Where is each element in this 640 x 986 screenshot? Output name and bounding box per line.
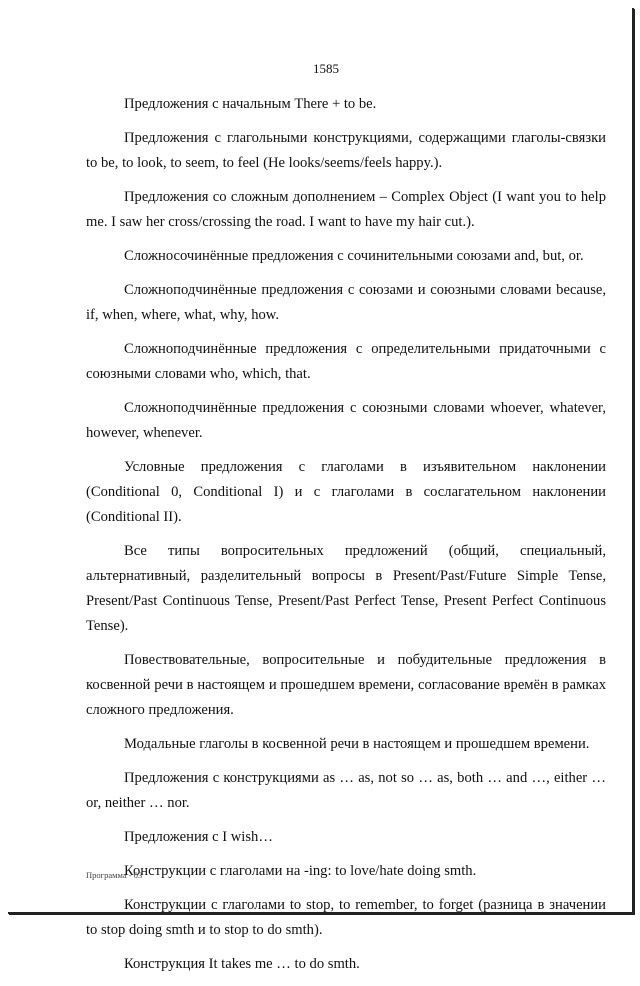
paragraph: Предложения со сложным дополнением – Complex Object (I want you to help me. I saw her cross/crossing the road. I want to have my hair cut.). <box>86 189 606 230</box>
paragraph: Предложения с I wish… <box>124 829 273 845</box>
paragraph: Модальные глаголы в косвенной речи в настоящем и прошедшем времени. <box>124 736 590 752</box>
document-page <box>6 6 632 972</box>
paragraph: Конструкция It takes me … to do smth. <box>124 956 360 972</box>
paragraph: Предложения с глагольными конструкциями, содержащими глаголы-связки to be, to look, to seem, to feel (He looks/seems/feels happy.). <box>86 130 606 171</box>
paragraph: Конструкции с глаголами на -ing: to love/hate doing smth. <box>124 863 477 879</box>
paragraph: Сложносочинённые предложения с сочинительными союзами and, but, or. <box>124 248 584 264</box>
paragraph: Сложноподчинённые предложения с союзными словами whoever, whatever, however, whenever. <box>86 400 606 441</box>
paragraph: Все типы вопросительных предложений (общий, специальный, альтернативный, разделительный вопросы в Present/Past/Future Simple Tense, Present/Past Continuous Tense, Present/Past Perfect Tense, Present Perfect Continuous Tense). <box>86 543 606 634</box>
paragraph: Сложноподчинённые предложения с определительными придаточными с союзными словами who, which, that. <box>86 341 606 382</box>
paragraph: Предложения с конструкциями as … as, not so … as, both … and …, either … or, neither … nor. <box>86 770 606 811</box>
paragraph: Условные предложения с глаголами в изъявительном наклонении (Conditional 0, Conditional I) и с глаголами в сослагательном наклонении (Conditional II). <box>86 459 606 525</box>
paragraph: Конструкции с глаголами to stop, to remember, to forget (разница в значении to stop doing smth и to stop to do smth). <box>86 897 606 938</box>
page-footer: Программа - 03 <box>86 870 143 880</box>
page-body <box>86 92 606 986</box>
paragraph: Повествовательные, вопросительные и побудительные предложения в косвенной речи в настоящем и прошедшем времени, согласование времён в рамках сложного предложения. <box>86 652 606 718</box>
paragraph: Сложноподчинённые предложения с союзами и союзными словами because, if, when, where, what, why, how. <box>86 282 606 323</box>
paragraph: Предложения с начальным There + to be. <box>124 96 377 112</box>
page-number: 1585 <box>313 61 339 76</box>
